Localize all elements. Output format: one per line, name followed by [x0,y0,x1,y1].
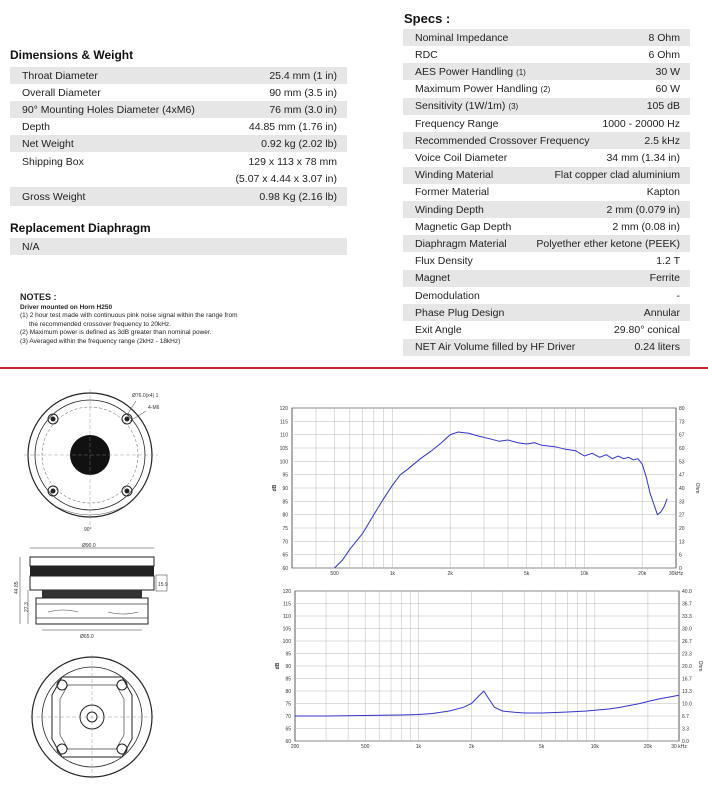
spec-label-text: AES Power Handling [415,65,514,78]
y2-tick-label: 30.0 [682,626,692,633]
y2-tick-label: 40 [679,486,685,492]
spec-label [403,32,511,44]
y-tick-label: 60 [285,739,291,745]
y-tick-label: 65 [282,552,288,559]
y2-tick-label: 13 [679,539,685,546]
replacement-title: Replacement Diaphragm [10,221,151,235]
spec-row [403,149,690,166]
y-tick-label: 90 [282,486,288,492]
spec-value: Flat copper clad aluminium [554,169,680,182]
y-tick-label: 105 [279,446,288,452]
x-tick-label: 5k [539,744,545,750]
side-top-label: Ø90.0 [82,543,96,549]
spec-label-text: Maximum Power Handling [415,83,538,96]
spec-value: 2 mm (0.079 in) [606,203,680,216]
spec-value: 34 mm (1.34 in) [606,151,680,164]
y2-tick-label: 20.0 [682,664,692,670]
x-tick-label: 1k [415,744,421,750]
spec-label-text: Voice Coil Diameter [415,151,508,164]
dimension-value: 25.4 mm (1 in) [269,69,337,82]
spec-value: 105 dB [646,100,680,113]
y2-tick-label: 26.7 [682,639,692,645]
dimension-value: 76 mm (3.0 in) [269,103,337,116]
dimension-label: Throat Diameter [22,69,98,82]
spec-label [403,341,578,353]
spec-label [403,204,487,216]
y-tick-label: 85 [285,676,291,683]
dimension-value: 129 x 113 x 78 mm [248,155,337,168]
spec-label-text: NET Air Volume filled by HF Driver [415,341,576,354]
y-tick-label: 85 [282,499,288,506]
dimensions-title: Dimensions & Weight [10,48,134,62]
notes-subtitle: Driver mounted on Horn H250 [20,303,113,311]
dimension-row [10,135,347,152]
spec-row [403,287,690,304]
spec-footnote: (3) [508,102,519,112]
y-tick-label: 75 [282,526,288,532]
x-tick-label: 500 [361,744,370,750]
y2-tick-label: 60 [679,446,685,452]
y-tick-label: 65 [285,726,291,733]
spec-value: Polyether ether ketone (PEEK) [536,237,680,250]
dimension-label: Depth [22,120,51,133]
y-tick-label: 120 [279,406,288,412]
spec-value: 0.24 liters [634,341,680,354]
spec-row [403,201,690,218]
x-tick-label: 30kHz [668,571,684,577]
side-view-drawing [8,542,173,642]
y2-tick-label: 13.3 [682,689,692,695]
spec-value: 2 mm (0.08 in) [612,220,680,233]
dimension-row [10,153,347,170]
spec-row [403,132,690,149]
spec-label [403,324,465,336]
x-tick-label: 500 [330,571,339,577]
dimension-row [10,84,347,101]
spec-label-text: Sensitivity (1W/1m) [415,100,506,113]
y2-tick-label: 47 [679,472,685,479]
x-tick-label: 200 [290,744,300,750]
y-tick-label: 90 [285,664,291,670]
x-tick-label: 20k [643,744,652,750]
x-tick-label: 2k [447,571,453,577]
y2-tick-label: 23.3 [682,651,692,658]
spec-label [403,118,501,130]
spec-label-text: Former Material [415,186,490,199]
spec-label-text: Flux Density [415,255,473,268]
spec-row [403,270,690,287]
spec-row [403,321,690,338]
spec-row [403,81,690,98]
spec-label-text: Phase Plug Design [415,306,505,319]
dimension-label: 90° Mounting Holes Diameter (4xM6) [22,103,195,116]
dimension-label: Gross Weight [22,190,86,203]
x-tick-label: 10k [580,571,589,577]
note-item: (3) Averaged within the frequency range (2kHz - 18kHz) [20,337,181,345]
dimension-label: Overall Diameter [22,86,101,99]
x-tick-label: 10k [590,744,599,750]
dimension-row [10,170,347,187]
y2-tick-label: 0 [679,566,682,572]
y2-tick-label: 16.7 [682,676,692,683]
spec-row [403,63,690,80]
spec-value: 60 W [655,83,680,96]
spec-row [403,98,690,115]
spec-label [403,272,453,284]
spec-label-text: Exit Angle [415,323,462,336]
spec-label [403,100,518,112]
dimension-value: 90 mm (3.5 in) [269,86,337,99]
y-tick-label: 80 [285,689,291,695]
spec-label-text: Diaphragm Material [415,237,507,250]
dimension-row [10,101,347,118]
spec-value: 6 Ohm [648,48,680,61]
distortion-chart [265,585,703,755]
section-divider [0,367,708,369]
spec-row [403,235,690,252]
spec-label [403,186,492,198]
spec-value: 1000 - 20000 Hz [602,117,680,130]
rear-view-drawing [20,655,170,795]
spec-value: - [676,289,680,302]
top-dia-label: Ø76.0(x4) 1 [132,393,159,399]
y-tick-label: 120 [282,589,291,595]
y-tick-label: 115 [280,419,288,426]
spec-label-text: Nominal Impedance [415,31,509,44]
y-tick-label: 70 [285,714,291,720]
x-tick-label: 5k [523,571,530,577]
dimension-label: Net Weight [22,137,74,150]
note-item: (1) 2 hour test made with continuous pink noise signal within the range from [20,312,238,319]
spec-label [403,169,496,181]
note-item: the recommended crossover frequency to 20kHz. [29,320,171,328]
spec-label-text: Magnet [415,272,451,285]
y2-tick-label: 0.0 [682,739,689,745]
y-tick-label: 75 [285,701,291,708]
spec-label-text: Magnetic Gap Depth [415,220,512,233]
spec-label [403,83,550,95]
y2-axis-label: Ohm [694,482,700,494]
spec-value: Ferrite [649,272,680,285]
y-tick-label: 95 [282,472,288,479]
spec-footnote: (2) [540,85,551,95]
spec-value: 1.2 T [656,255,680,268]
spec-row [403,339,690,356]
spec-value: 2.5 kHz [644,134,680,147]
y2-tick-label: 27 [679,512,685,519]
top-angle-label: 90° [84,527,92,533]
spec-row [403,253,690,270]
y-tick-label: 110 [280,432,288,439]
notes-block [20,293,350,346]
dimension-value: 0.92 kg (2.02 lb) [261,137,337,150]
spec-value: 8 Ohm [648,31,680,44]
y2-tick-label: 67 [679,432,685,439]
specs-title: Specs : [404,11,451,26]
y2-tick-label: 36.7 [682,601,692,608]
spec-value: 29.80° conical [613,323,680,336]
spec-label [403,290,483,302]
spec-row [403,304,690,321]
y-axis-label: dB [272,484,278,492]
top-view-drawing [18,385,168,535]
y2-tick-label: 40.0 [682,589,692,595]
spec-row [403,184,690,201]
y2-tick-label: 6 [679,552,682,559]
spec-label [403,238,510,250]
side-bottom-label: Ø65.0 [80,634,94,640]
spec-label-text: Winding Material [415,169,494,182]
notes-title: NOTES : [20,292,57,302]
dimension-row [10,67,347,84]
spec-label-text: Winding Depth [415,203,484,216]
y2-axis-label: Ohm [697,660,703,672]
note-item: (2) Maximum power is defined as 3dB greater than nominal power. [20,329,212,336]
dimension-row [10,187,347,206]
spec-label [403,66,526,78]
spec-label-text: RDC [415,48,438,61]
spec-label [403,307,507,319]
spec-row [403,29,690,46]
x-tick-label: 30 kHz [671,744,687,750]
x-tick-label: 2k [468,744,475,750]
y-tick-label: 60 [282,566,288,572]
spec-row [403,115,690,132]
top-holes-label: 4-M6 [148,405,160,411]
y2-tick-label: 33 [679,499,685,506]
spec-value: 30 W [655,65,680,78]
y-tick-label: 110 [283,614,291,620]
dimension-label: Shipping Box [22,155,84,168]
frequency-response-chart [268,400,700,580]
side-sub-label: 27.3 [24,602,30,612]
side-right-label: 15.9 [158,582,168,588]
spec-label [403,221,514,233]
dimension-value: 0.98 Kg (2.16 lb) [259,190,337,203]
spec-label [403,255,476,267]
spec-row [403,46,690,63]
spec-label [403,135,593,147]
x-tick-label: 1k [389,571,396,577]
dimension-row [10,118,347,135]
y2-tick-label: 10.0 [682,701,692,708]
spec-value: Kapton [646,186,680,199]
y2-tick-label: 20 [679,526,685,532]
y-tick-label: 80 [282,512,288,519]
spec-label [403,152,510,164]
y-axis-label: dB [275,662,281,670]
spec-footnote: (1) [516,67,526,77]
spec-value: Annular [643,306,680,319]
y2-tick-label: 80 [679,406,685,412]
replacement-row [10,238,347,255]
y2-tick-label: 3.3 [682,726,689,733]
spec-label [403,49,441,61]
replacement-value: N/A [22,240,40,253]
spec-label-text: Demodulation [415,289,480,302]
y2-tick-label: 73 [679,419,685,426]
spec-label-text: Frequency Range [415,117,499,130]
y2-tick-label: 53 [679,459,685,466]
spec-label-text: Recommended Crossover Frequency [415,134,590,147]
y-tick-label: 115 [283,601,291,608]
dimension-value: 44.85 mm (1.76 in) [248,120,337,133]
y2-tick-label: 33.3 [682,614,692,620]
y-tick-label: 100 [282,639,291,645]
y-tick-label: 70 [282,539,288,546]
dimension-value: (5.07 x 4.44 x 3.07 in) [235,172,337,185]
spec-row [403,167,690,184]
y-tick-label: 95 [285,651,291,658]
y2-tick-label: 6.7 [682,714,689,720]
side-depth-label: 44.85 [14,581,20,594]
y-tick-label: 105 [282,626,291,633]
spec-row [403,218,690,235]
x-tick-label: 20k [638,571,647,577]
y-tick-label: 100 [279,459,288,466]
